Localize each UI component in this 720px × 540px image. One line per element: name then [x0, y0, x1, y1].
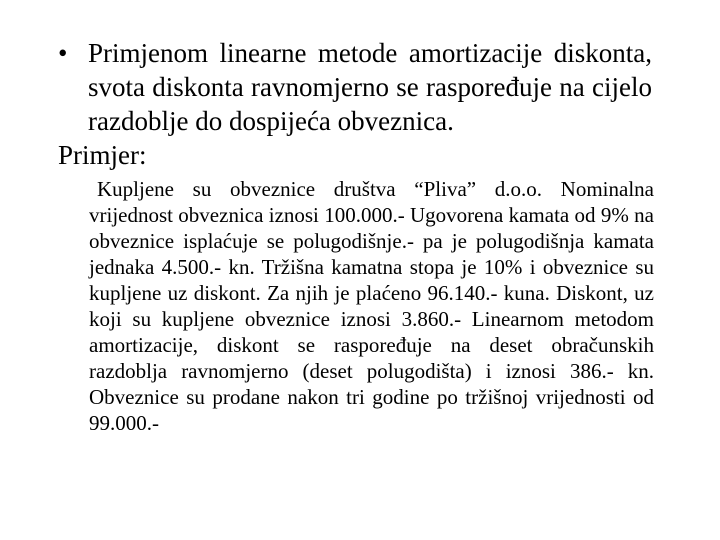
bullet-marker: •	[58, 38, 68, 68]
bullet-section	[58, 36, 652, 138]
example-label: Primjer:	[58, 140, 147, 170]
bullet-text: Primjenom linearne metode amortizacije diskonta, svota diskonta ravnomjerno se raspoređuje na cijelo razdoblje do dospijeća obveznica.	[88, 38, 652, 136]
bullet-item	[58, 36, 652, 138]
example-body: Kupljene su obveznice društva “Pliva” d.o.o. Nominalna vrijednost obveznica iznosi 100.000.- Ugovorena kamata od 9% na obveznice isplaćuje se polugodišnje.- pa je polugodišnja kamata jednaka 4.500.- kn. Tržišna kamatna stopa je 10% i obveznice su kupljene uz diskont. Za njih je plaćeno 96.140.- kuna. Diskont, uz koji su kupljene obveznice iznosi 3.860.- Linearnom metodom amortizacije, diskont se raspoređuje na deset obračunskih razdoblja ravnomjerno (deset polugodišta) i iznosi 386.- kn. Obveznice su prodane nakon tri godine po tržišnoj vrijednosti od 99.000.-	[89, 177, 654, 435]
